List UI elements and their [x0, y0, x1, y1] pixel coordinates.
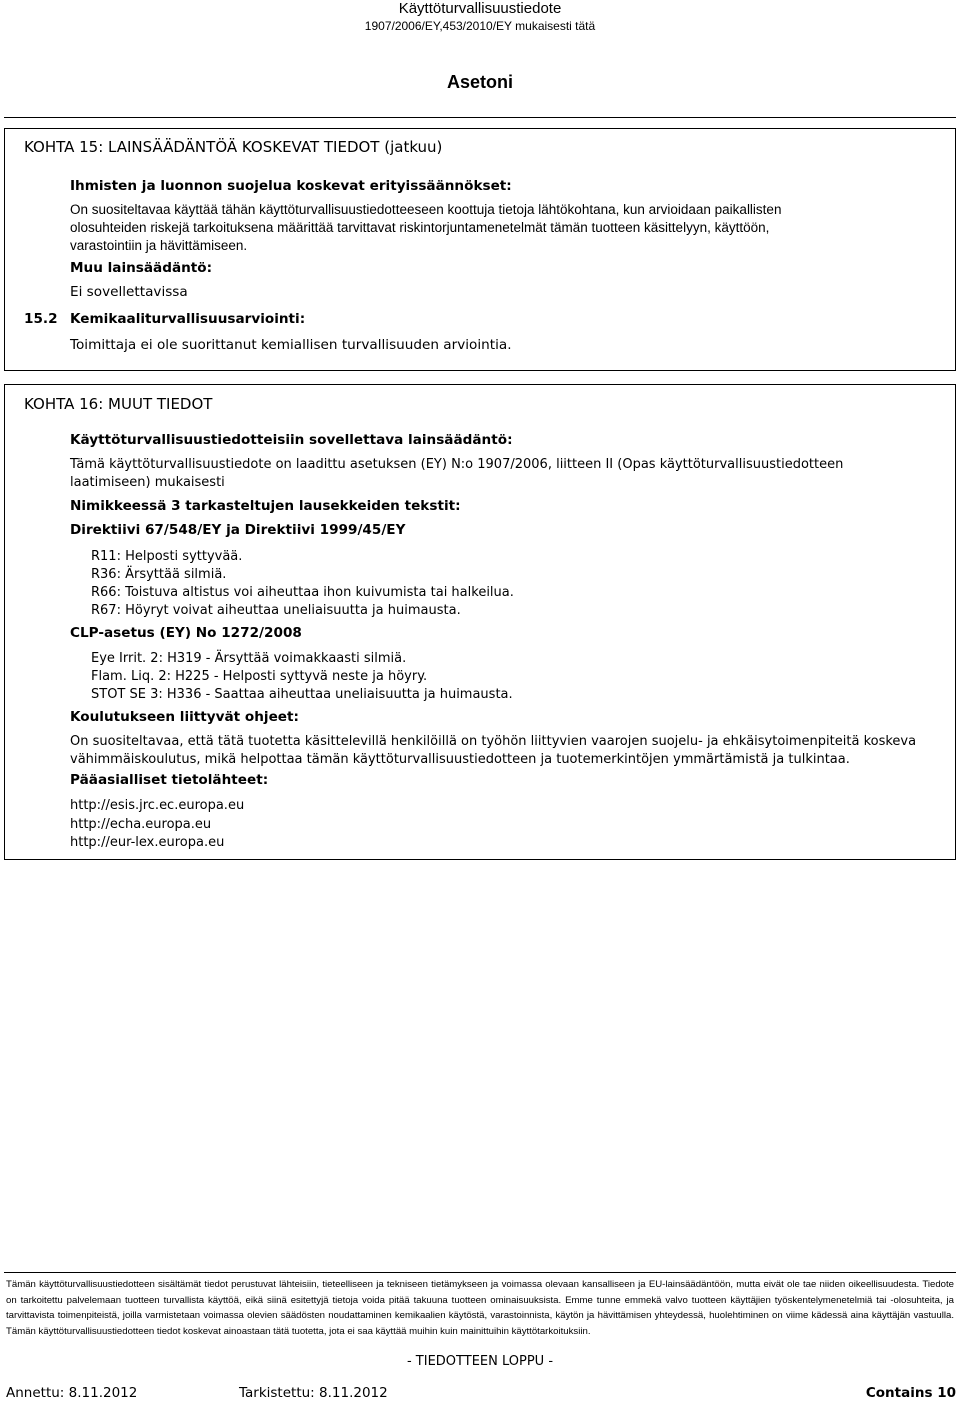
source-link[interactable]: http://eur-lex.europa.eu — [70, 835, 225, 850]
regulation-subtitle: 1907/2006/EY,453/2010/EY mukaisesti tätä — [364, 19, 596, 33]
header-divider — [4, 117, 956, 118]
other-legislation-text: Ei sovellettavissa — [70, 284, 188, 300]
chemical-safety-assessment-heading: Kemikaaliturvallisuusarviointi: — [70, 311, 306, 327]
revised-date: Tarkistettu: 8.11.2012 — [239, 1385, 388, 1401]
subsection-number: 15.2 — [24, 311, 58, 327]
special-regulations-line: olosuhteiden riskejä tarkoituksena määrittää tarvittavat riskintorjuntamenetelmät tämän tuotteen käsittelyyn, käyttöön, — [70, 220, 770, 235]
disclaimer-text: Tämän käyttöturvallisuustiedotteen sisältämät tiedot perustuvat lähteisiin, tieteelliseen ja tekniseen tietämykseen ja voimassa olevaan kansalliseen ja EU-lainsäädäntöön, mutta eivät ole tae niiden oikeellisuudesta. Tiedote on tarkoitettu palvelemaan tuotteen turvallista käyttöä, eikä siinä esitettyjä tietoja voida pitää takuuna tuotteen ominaisuuksista. Emme tunne emmekä valvo tuotteen käyttäjien työskentelymenetelmiä tai -olosuhteita, ja tarvittavista toimenpiteistä, joilla varmistetaan voimassa olevien säädösten noudattaminen kemikaalien käytöstä, varastoinnista, käytön ja hävittämisen yhteydessä, huolehtiminen on viime kädessä aina käyttäjän vastuulla. Tämän käyttöturvallisuustiedotteen tiedot koskevat ainoastaan tätä tuotetta, jota ei saa käyttää muihin kuin mainittuihin käyttötarkoituksiin. — [6, 1279, 954, 1337]
issued-date: Annettu: 8.11.2012 — [6, 1385, 138, 1401]
sds-legislation-line: Tämä käyttöturvallisuustiedote on laadittu asetuksen (EY) N:o 1907/2006, liitteen II (Opas käyttöturvallisuustiedotteen — [70, 457, 844, 472]
sources-heading: Pääasialliset tietolähteet: — [70, 772, 269, 788]
phrases-heading: Nimikkeessä 3 tarkasteltujen lausekkeiden tekstit: — [70, 498, 461, 514]
r-phrase: R11: Helposti syttyvää. — [91, 549, 243, 564]
product-name: Asetoni — [446, 72, 513, 92]
other-legislation-heading: Muu lainsäädäntö: — [70, 260, 213, 276]
sds-legislation-heading: Käyttöturvallisuustiedotteisiin sovellettava lainsäädäntö: — [70, 432, 513, 448]
disclaimer-divider — [4, 1272, 956, 1273]
training-line: vähimmäiskoulutus, mikä helpottaa tämän käyttöturvallisuustiedotteen ja tuotemerkintöjen ymmärtämistä ja tulkintaa. — [70, 752, 850, 767]
h-phrase: Flam. Liq. 2: H225 - Helposti syttyvä neste ja höyry. — [91, 669, 428, 684]
source-link[interactable]: http://esis.jrc.ec.europa.eu — [70, 798, 245, 813]
page-count: Contains 10 — [865, 1385, 956, 1401]
source-link[interactable]: http://echa.europa.eu — [70, 817, 212, 832]
h-phrase: Eye Irrit. 2: H319 - Ärsyttää voimakkaasti silmiä. — [91, 651, 407, 666]
r-phrase: R67: Höyryt voivat aiheuttaa uneliaisuutta ja huimausta. — [91, 603, 461, 618]
h-phrase: STOT SE 3: H336 - Saattaa aiheuttaa uneliaisuutta ja huimausta. — [91, 687, 513, 702]
training-heading: Koulutukseen liittyvät ohjeet: — [70, 709, 299, 725]
r-phrase: R36: Ärsyttää silmiä. — [91, 567, 227, 582]
end-of-document-marker: - TIEDOTTEEN LOPPU - — [406, 1354, 554, 1369]
special-regulations-line: On suositeltavaa käyttää tähän käyttöturvallisuustiedotteeseen koottuja tietoja lähtökohtana, kun arvioidaan paikallisten — [70, 202, 782, 217]
special-regulations-heading: Ihmisten ja luonnon suojelua koskevat erityissäännökset: — [70, 178, 512, 194]
section-15-title: KOHTA 15: LAINSÄÄDÄNTÖÄ KOSKEVAT TIEDOT (jatkuu) — [24, 138, 443, 156]
r-phrase: R66: Toistuva altistus voi aiheuttaa ihon kuivumista tai halkeilua. — [91, 585, 514, 600]
clp-heading: CLP-asetus (EY) No 1272/2008 — [70, 625, 302, 641]
document-title: Käyttöturvallisuustiedote — [398, 0, 562, 17]
chemical-safety-assessment-text: Toimittaja ei ole suorittanut kemiallisen turvallisuuden arviointia. — [70, 337, 512, 353]
sds-legislation-line: laatimiseen) mukaisesti — [70, 475, 225, 490]
directive-heading: Direktiivi 67/548/EY ja Direktiivi 1999/45/EY — [70, 522, 406, 538]
special-regulations-line: varastointiin ja hävittämiseen. — [70, 238, 248, 253]
section-16-title: KOHTA 16: MUUT TIEDOT — [24, 395, 213, 413]
training-line: On suositeltavaa, että tätä tuotetta käsittelevillä henkilöillä on työhön liittyvien vaarojen suojelu- ja ehkäisytoimenpiteitä koskeva — [70, 734, 917, 749]
